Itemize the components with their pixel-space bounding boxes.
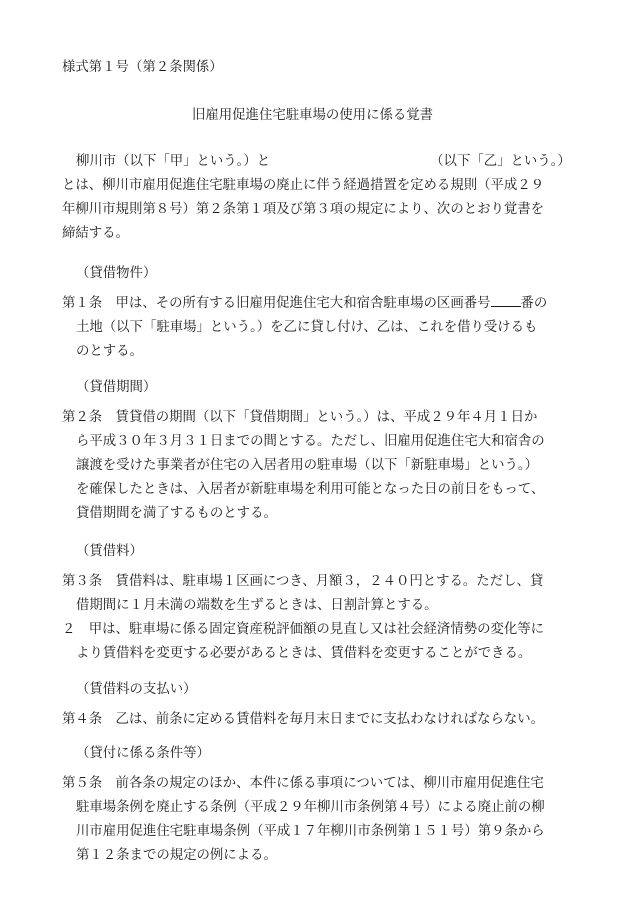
article-line: 第３条 賃借料は、駐車場１区画につき、月額３，２４０円とする。ただし、貸 <box>62 574 544 589</box>
article-line: 譲渡を受けた事業者が住宅の入居者用の駐車場（以下「新駐車場」という。） <box>76 458 538 473</box>
intro-paragraph <box>62 150 582 246</box>
intro-line <box>62 150 582 174</box>
article-line: 第５条 前各条の規定のほか、本件に係る事項については、柳川市雇用促進住宅 <box>62 776 544 791</box>
article-line: 第４条 乙は、前条に定める賃借料を毎月末日までに支払わなければならない。 <box>62 712 545 727</box>
article-paragraph-2: ２ 甲は、駐車場に係る固定資産税評価額の見直し又は社会経済情勢の変化等に <box>62 622 545 637</box>
article-line: 借期間に１月未満の端数を生ずるときは、日割計算とする。 <box>76 598 438 613</box>
article-1 <box>62 262 582 364</box>
intro-line: 年柳川市規則第８号）第２条第１項及び第３項の規定により、次のとおり覚書を <box>62 202 545 217</box>
intro-party-b: （以下「乙」という。） <box>430 154 571 169</box>
article-3 <box>62 540 582 666</box>
article-line: のとする。 <box>76 344 143 359</box>
article-5 <box>62 742 582 868</box>
article-line: を確保したときは、入居者が新駐車場を利用可能となった日の前日をもって、 <box>76 482 545 497</box>
article-line <box>62 292 582 316</box>
document-title: 旧雇用促進住宅駐車場の使用に係る覚書 <box>192 108 434 123</box>
article-text: 第１条 甲は、その所有する旧雇用促進住宅大和宿舎駐車場の区画番号 <box>62 296 491 311</box>
article-line: 川市雇用促進住宅駐車場条例（平成１７年柳川市条例第１５１号）第９条から <box>76 824 545 839</box>
article-caption: （賃借料） <box>76 544 143 559</box>
article-2 <box>62 376 582 526</box>
article-text: 番の <box>520 296 548 311</box>
article-line: 第１２条までの規定の例による。 <box>76 848 277 863</box>
article-4 <box>62 678 582 732</box>
intro-party-a: 柳川市（以下「甲」という。）と <box>76 154 271 169</box>
article-caption: （貸借期間） <box>76 380 157 395</box>
article-line: 貸借期間を満了するものとする。 <box>76 506 277 521</box>
article-caption: （貸借物件） <box>76 266 157 281</box>
article-line: 土地（以下「駐車場」という。）を乙に貸し付け、乙は、これを借り受けるも <box>76 320 538 335</box>
lot-number-blank <box>491 292 521 307</box>
article-line: 第２条 賃貸借の期間（以下「貸借期間」という。）は、平成２９年４月１日か <box>62 410 538 425</box>
article-caption: （賃借料の支払い） <box>76 682 197 697</box>
article-line: より賃借料を変更する必要があるときは、賃借料を変更することができる。 <box>76 646 532 661</box>
form-number: 様式第１号（第２条関係） <box>62 60 223 75</box>
intro-line: 締結する。 <box>62 226 129 241</box>
article-caption: （貸付に係る条件等） <box>76 746 210 761</box>
intro-line: とは、柳川市雇用促進住宅駐車場の廃止に伴う経過措置を定める規則（平成２９ <box>62 178 545 193</box>
article-line: ら平成３０年３月３１日までの間とする。ただし、旧雇用促進住宅大和宿舎の <box>76 434 545 449</box>
article-line: 駐車場条例を廃止する条例（平成２９年柳川市条例第４号）による廃止前の柳 <box>76 800 545 815</box>
